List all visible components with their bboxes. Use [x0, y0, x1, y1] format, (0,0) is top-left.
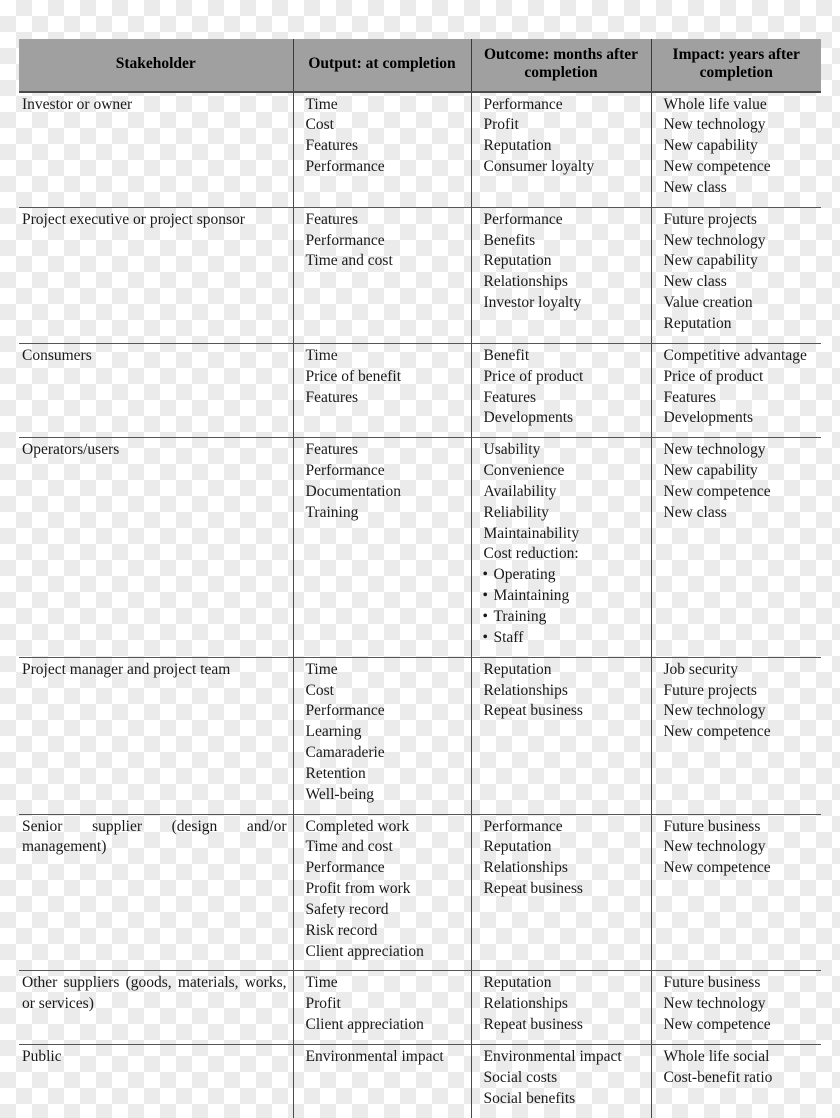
- cell-line: Reputation: [483, 974, 552, 992]
- cell-output: [293, 971, 471, 1045]
- cell-line: New class: [663, 273, 727, 291]
- table-body: [19, 92, 821, 1118]
- cell-line: • Staff: [484, 628, 647, 649]
- cell-impact: [651, 657, 821, 814]
- cell-spacer: [484, 314, 647, 335]
- cell-line: New competence: [663, 1016, 771, 1034]
- cell-output: [293, 1045, 471, 1118]
- cell-line: Profit: [483, 116, 519, 134]
- cell-output: [293, 657, 471, 814]
- cell-line: Time: [305, 974, 338, 992]
- table-row: [19, 343, 821, 437]
- cell-line: Client appreciation: [305, 942, 424, 960]
- cell-impact: [651, 92, 821, 208]
- table-row: [19, 814, 821, 971]
- cell-line: Social benefits: [483, 1089, 576, 1107]
- cell-line: Retention: [305, 764, 366, 782]
- cell-line: Features: [305, 441, 359, 459]
- cell-line: Benefit: [483, 346, 530, 364]
- cell-spacer: [484, 920, 647, 941]
- cell-line: Performance: [483, 210, 563, 228]
- cell-line: Relationships: [483, 681, 568, 699]
- cell-spacer: [484, 941, 647, 962]
- cell-outcome: [471, 438, 651, 657]
- cell-line: Environmental impact: [483, 1048, 622, 1065]
- cell-line: Relationships: [483, 859, 568, 877]
- cell-line: New capability: [663, 137, 758, 155]
- cell-line: Price of product: [483, 367, 584, 385]
- cell-line: Features: [663, 388, 717, 406]
- cell-line: Time and cost: [305, 252, 393, 270]
- cell-line: • Maintaining: [484, 586, 647, 607]
- cell-line: Consumer loyalty: [483, 158, 595, 176]
- cell-outcome: [471, 971, 651, 1045]
- cell-line: Performance: [305, 231, 385, 249]
- cell-line: New class: [663, 178, 727, 196]
- cell-line: New capability: [663, 462, 758, 480]
- cell-line: Cost: [305, 681, 334, 699]
- cell-outcome: [471, 207, 651, 343]
- table-row: [19, 1045, 821, 1118]
- cell-spacer: [484, 784, 647, 805]
- cell-line: • Operating: [484, 565, 647, 586]
- cell-stakeholder: Public: [19, 1045, 293, 1118]
- cell-line: Documentation: [305, 482, 402, 500]
- cell-line: Features: [305, 388, 359, 406]
- cell-line: Relationships: [483, 273, 568, 291]
- cell-line: Time: [305, 346, 338, 364]
- cell-line: Features: [305, 210, 359, 228]
- cell-line: Usability: [483, 441, 541, 459]
- table-row: [19, 971, 821, 1045]
- cell-line: Risk record: [305, 921, 378, 939]
- cell-impact: [651, 1045, 821, 1118]
- cell-line: Learning: [305, 723, 362, 741]
- cell-line: Cost reduction:: [483, 545, 579, 563]
- cell-line: Environmental impact: [305, 1048, 444, 1065]
- cell-impact: [651, 207, 821, 343]
- cell-line: Time and cost: [305, 838, 393, 856]
- cell-line: New technology: [663, 441, 766, 459]
- cell-line: Future projects: [663, 210, 757, 228]
- cell-line: Features: [305, 137, 359, 155]
- cell-impact: [651, 343, 821, 437]
- cell-line: Performance: [305, 462, 385, 480]
- cell-line: Performance: [483, 817, 563, 835]
- cell-output: [293, 438, 471, 657]
- table-row: [19, 438, 821, 657]
- cell-line: Reputation: [663, 315, 732, 332]
- cell-line: Maintainability: [483, 524, 580, 542]
- cell-line: Cost-benefit ratio: [663, 1068, 773, 1086]
- cell-line: Reliability: [483, 503, 549, 521]
- cell-stakeholder: Investor or owner: [19, 92, 293, 208]
- cell-line: Competitive advantage: [663, 346, 807, 364]
- cell-spacer: [484, 743, 647, 764]
- table-row: [19, 92, 821, 208]
- cell-output: [293, 343, 471, 437]
- cell-line: Relationships: [483, 995, 568, 1013]
- column-header-impact: Impact: years after completion: [651, 39, 821, 92]
- cell-line: Job security: [663, 660, 738, 678]
- cell-line: Investor loyalty: [483, 294, 582, 312]
- cell-spacer: [484, 178, 647, 199]
- cell-line: Features: [483, 388, 537, 406]
- cell-line: Value creation: [663, 294, 753, 312]
- cell-line: Reputation: [483, 838, 552, 856]
- cell-impact: [651, 814, 821, 971]
- cell-line: Future projects: [663, 681, 757, 699]
- cell-line: Time: [305, 95, 338, 113]
- cell-line: Whole life social: [663, 1048, 770, 1065]
- cell-impact: [651, 438, 821, 657]
- cell-impact: [651, 971, 821, 1045]
- cell-output: [293, 207, 471, 343]
- cell-line: Availability: [483, 482, 557, 500]
- cell-line: Safety record: [305, 900, 389, 918]
- cell-outcome: [471, 92, 651, 208]
- cell-line: Performance: [305, 158, 385, 176]
- cell-line: New competence: [663, 482, 771, 500]
- cell-line: New competence: [663, 158, 771, 176]
- table-row: [19, 657, 821, 814]
- cell-line: Training: [305, 503, 359, 521]
- cell-line: New technology: [663, 702, 766, 720]
- cell-line: Camaraderie: [305, 744, 385, 762]
- cell-stakeholder: Operators/users: [19, 438, 293, 657]
- cell-line: Reputation: [483, 137, 552, 155]
- cell-line: Repeat business: [483, 1016, 583, 1034]
- column-header-output: Output: at completion: [293, 39, 471, 92]
- cell-line: Client appreciation: [305, 1016, 424, 1034]
- cell-line: Future business: [663, 974, 761, 992]
- cell-line: Reputation: [483, 660, 552, 678]
- cell-line: New capability: [663, 252, 758, 270]
- cell-line: Convenience: [483, 462, 565, 480]
- cell-stakeholder: Consumers: [19, 343, 293, 437]
- cell-outcome: [471, 1045, 651, 1118]
- stakeholder-table: [19, 39, 821, 1118]
- cell-line: Time: [305, 660, 338, 678]
- cell-outcome: [471, 657, 651, 814]
- cell-line: Performance: [305, 859, 385, 877]
- cell-line: Profit from work: [305, 880, 411, 898]
- cell-line: Repeat business: [483, 702, 583, 720]
- cell-line: New technology: [663, 231, 766, 249]
- cell-outcome: [471, 814, 651, 971]
- cell-line: New technology: [663, 116, 766, 134]
- cell-stakeholder: Project manager and project team: [19, 657, 293, 814]
- cell-line: Developments: [483, 409, 574, 427]
- cell-spacer: [484, 900, 647, 921]
- cell-line: Benefits: [483, 231, 536, 249]
- cell-line: Profit: [305, 995, 341, 1013]
- cell-line: New competence: [663, 723, 771, 741]
- cell-line: Developments: [663, 409, 754, 427]
- table-header: [19, 39, 821, 92]
- cell-line: • Training: [484, 607, 647, 628]
- cell-line: Reputation: [483, 252, 552, 270]
- cell-line: Performance: [483, 95, 563, 113]
- cell-line: Completed work: [305, 817, 410, 835]
- cell-line: New competence: [663, 859, 771, 877]
- column-header-outcome: Outcome: months after completion: [471, 39, 651, 92]
- column-header-stakeholder: Stakeholder: [19, 39, 293, 92]
- cell-spacer: [484, 763, 647, 784]
- cell-line: Whole life value: [663, 95, 767, 113]
- cell-stakeholder: Other suppliers (goods, materials, works, or services): [19, 971, 293, 1045]
- cell-spacer: [484, 722, 647, 743]
- cell-output: [293, 814, 471, 971]
- cell-line: Repeat business: [483, 880, 583, 898]
- cell-line: Well-being: [305, 785, 374, 803]
- cell-line: Social costs: [483, 1068, 558, 1086]
- cell-outcome: [471, 343, 651, 437]
- cell-line: New technology: [663, 995, 766, 1013]
- cell-line: Price of benefit: [305, 367, 402, 385]
- cell-stakeholder: Senior supplier (design and/or management): [19, 814, 293, 971]
- table-row: [19, 207, 821, 343]
- cell-line: Performance: [305, 702, 385, 720]
- cell-line: Future business: [663, 817, 761, 835]
- cell-line: Price of product: [663, 367, 764, 385]
- cell-line: Cost: [305, 116, 334, 134]
- header-row: [19, 39, 821, 92]
- cell-stakeholder: Project executive or project sponsor: [19, 207, 293, 343]
- cell-line: New class: [663, 503, 727, 521]
- cell-line: New technology: [663, 838, 766, 856]
- cell-output: [293, 92, 471, 208]
